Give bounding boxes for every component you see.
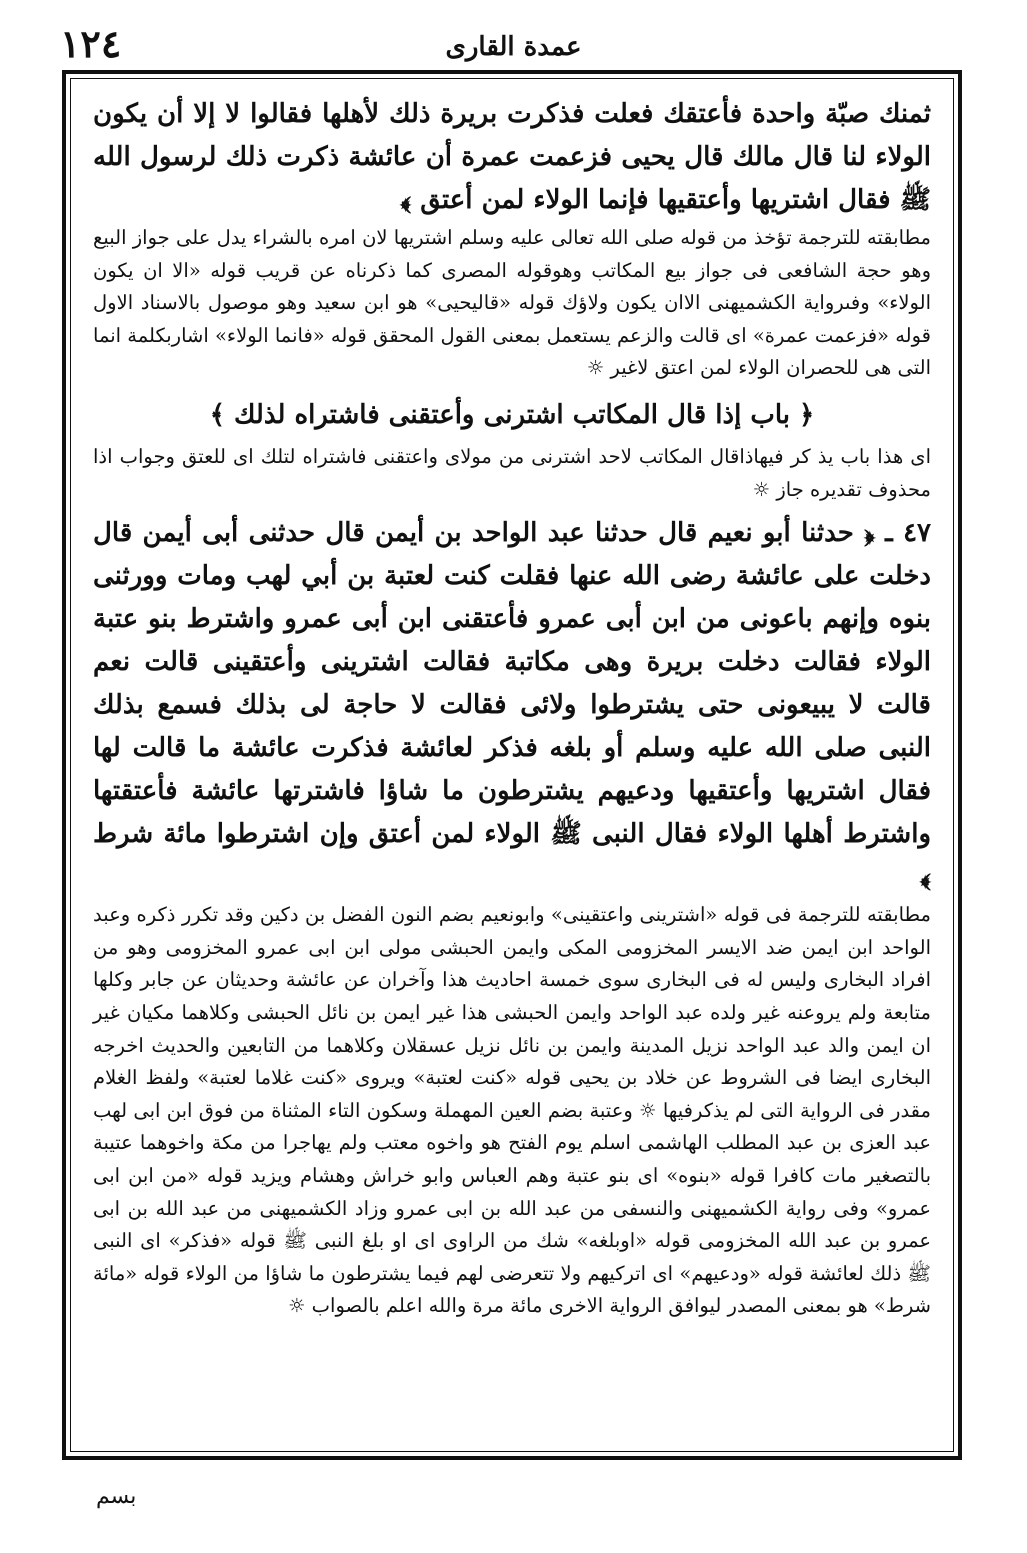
- running-title: عمدة القارى: [445, 32, 582, 62]
- text-body: [70, 78, 954, 1452]
- hadith-47-commentary: مطابقته للترجمة فى قوله «اشترينى واعتقينى» وابونعيم بضم النون الفضل بن دكين وقد تكرر ذكره وعبد الواحد ابن ايمن ضد الايسر المخزومى المكى وايمن الحبشى مولى ابن ابى عمرو المخزومى وهو من افراد البخارى وليس له فى البخارى سوى خمسة احاديث هذا وآخران عن عائشة وحديثان عن جابر وكلها متابعة ولم يروعنه غير ولده عبد الواحد وايمن الحبشى هذا غير ايمن بن نائل الحبشى وكلاهما مكيان غير ان ايمن والد عبد الواحد نزيل المدينة وايمن بن نائل نزيل عسقلان وكلاهما من التابعين والحديث اخرجه البخارى ايضا فى الشروط عن خلاد بن يحيى قوله «كنت لعتبة» ويروى «كنت غلاما لعتبة» ولفظ الغلام مقدر فى الرواية التى لم يذكرفيها ☼ وعتبة بضم العين المهملة وسكون التاء المثناة من فوق ابن ابى لهب عبد العزى بن عبد المطلب الهاشمى اسلم يوم الفتح هو واخوه معتب ولم يهاجرا من مكة واخوهما عتيبة بالتصغير مات كافرا قوله «بنوه» اى بنو عتبة وهم العباس وابو خراش وهشام ويزيد قوله «من ابن ابى عمرو» وفى رواية الكشميهنى والنسفى من عبد الله بن ابى عمرو وزاد الكشميهنى من عبد الله بن ابى عمرو بن عبد الله المخزومى قوله «اوبلغه» شك من الراوى اى او بلغ النبى ﷺ قوله «فذكر» اى النبى ﷺ ذلك لعائشة قوله «ودعيهم» اى اتركيهم ولا تتعرضى لهم فيما يشترطون ما شاؤا من الولاء قوله «مائة شرط» هو بمعنى المصدر ليوافق الرواية الاخرى مائة مرة والله اعلم بالصواب ☼: [93, 903, 931, 1318]
- chapter-heading: ﴿ باب إذا قال المكاتب اشترنى وأعتقنى فاشتراه لذلك ﴾: [209, 399, 815, 430]
- hadith-continuation: ثمنك صبّة واحدة فأعتقك فعلت فذكرت بريرة ذلك لأهلها فقالوا لا إلا أن يكون الولاء لنا قال مالك قال يحيى فزعمت عمرة أن عائشة ذكرت ذلك لرسول الله ﷺ فقال اشتريها وأعتقيها فإنما الولاء لمن أعتق ﴾: [93, 99, 932, 215]
- page-number: ١٢٤: [60, 21, 122, 66]
- page-header: [60, 20, 967, 64]
- chapter-commentary: اى هذا باب يذ كر فيهاذاقال المكاتب لاحد اشترنى من مولاى واعتقنى فاشتراه لتلك اى للعتق وجواب اذا محذوف تقديره جاز ☼: [93, 444, 931, 501]
- hadith-47: ٤٧ ـ ﴿ حدثنا أبو نعيم قال حدثنا عبد الواحد بن أيمن قال حدثنى أبى أيمن قال دخلت على عائشة رضى الله عنها فقلت كنت لعتبة بن أبي لهب ومات وورثنى بنوه وإنهم باعونى من ابن أبى عمرو فأعتقنى ابن أبى عمرو واشترط بنو عتبة الولاء فقالت دخلت بريرة وهى مكاتبة فقالت اشترينى وأعتقينى قالت نعم قالت لا يبيعونى حتى يشترطوا ولائى فقالت لا حاجة لى بذلك فسمع بذلك النبى صلى الله عليه وسلم أو بلغه فذكر لعائشة فذكرت عائشة ما قالت لها فقال اشتريها وأعتقيها ودعيهم يشترطون ما شاؤا فاشترتها عائشة فأعتقتها واشترط أهلها الولاء فقال النبى ﷺ الولاء لمن أعتق وإن اشترطوا مائة شرط ﴾: [93, 518, 931, 893]
- footer-catchword: بسم: [96, 1484, 137, 1509]
- commentary-paragraph: مطابقته للترجمة تؤخذ من قوله صلى الله تعالى عليه وسلم اشتريها لان امره بالشراء يدل على جواز البيع وهو حجة الشافعى فى جواز بيع المكاتب وهوقوله المصرى كما ذكرناه عن قريب قوله «الا ان يكون الولاء» وفىرواية الكشميهنى الاان يكون ولاؤك قوله «قاليحيى» هو ابن سعيد وهو موصول بالاسناد الاول قوله «فزعمت عمرة» اى قالت والزعم يستعمل بمعنى القول المحقق قوله «فانما الولاء» اشاربكلمة انما التى هى للحصران الولاء لمن اعتق لاغير ☼: [93, 226, 931, 380]
